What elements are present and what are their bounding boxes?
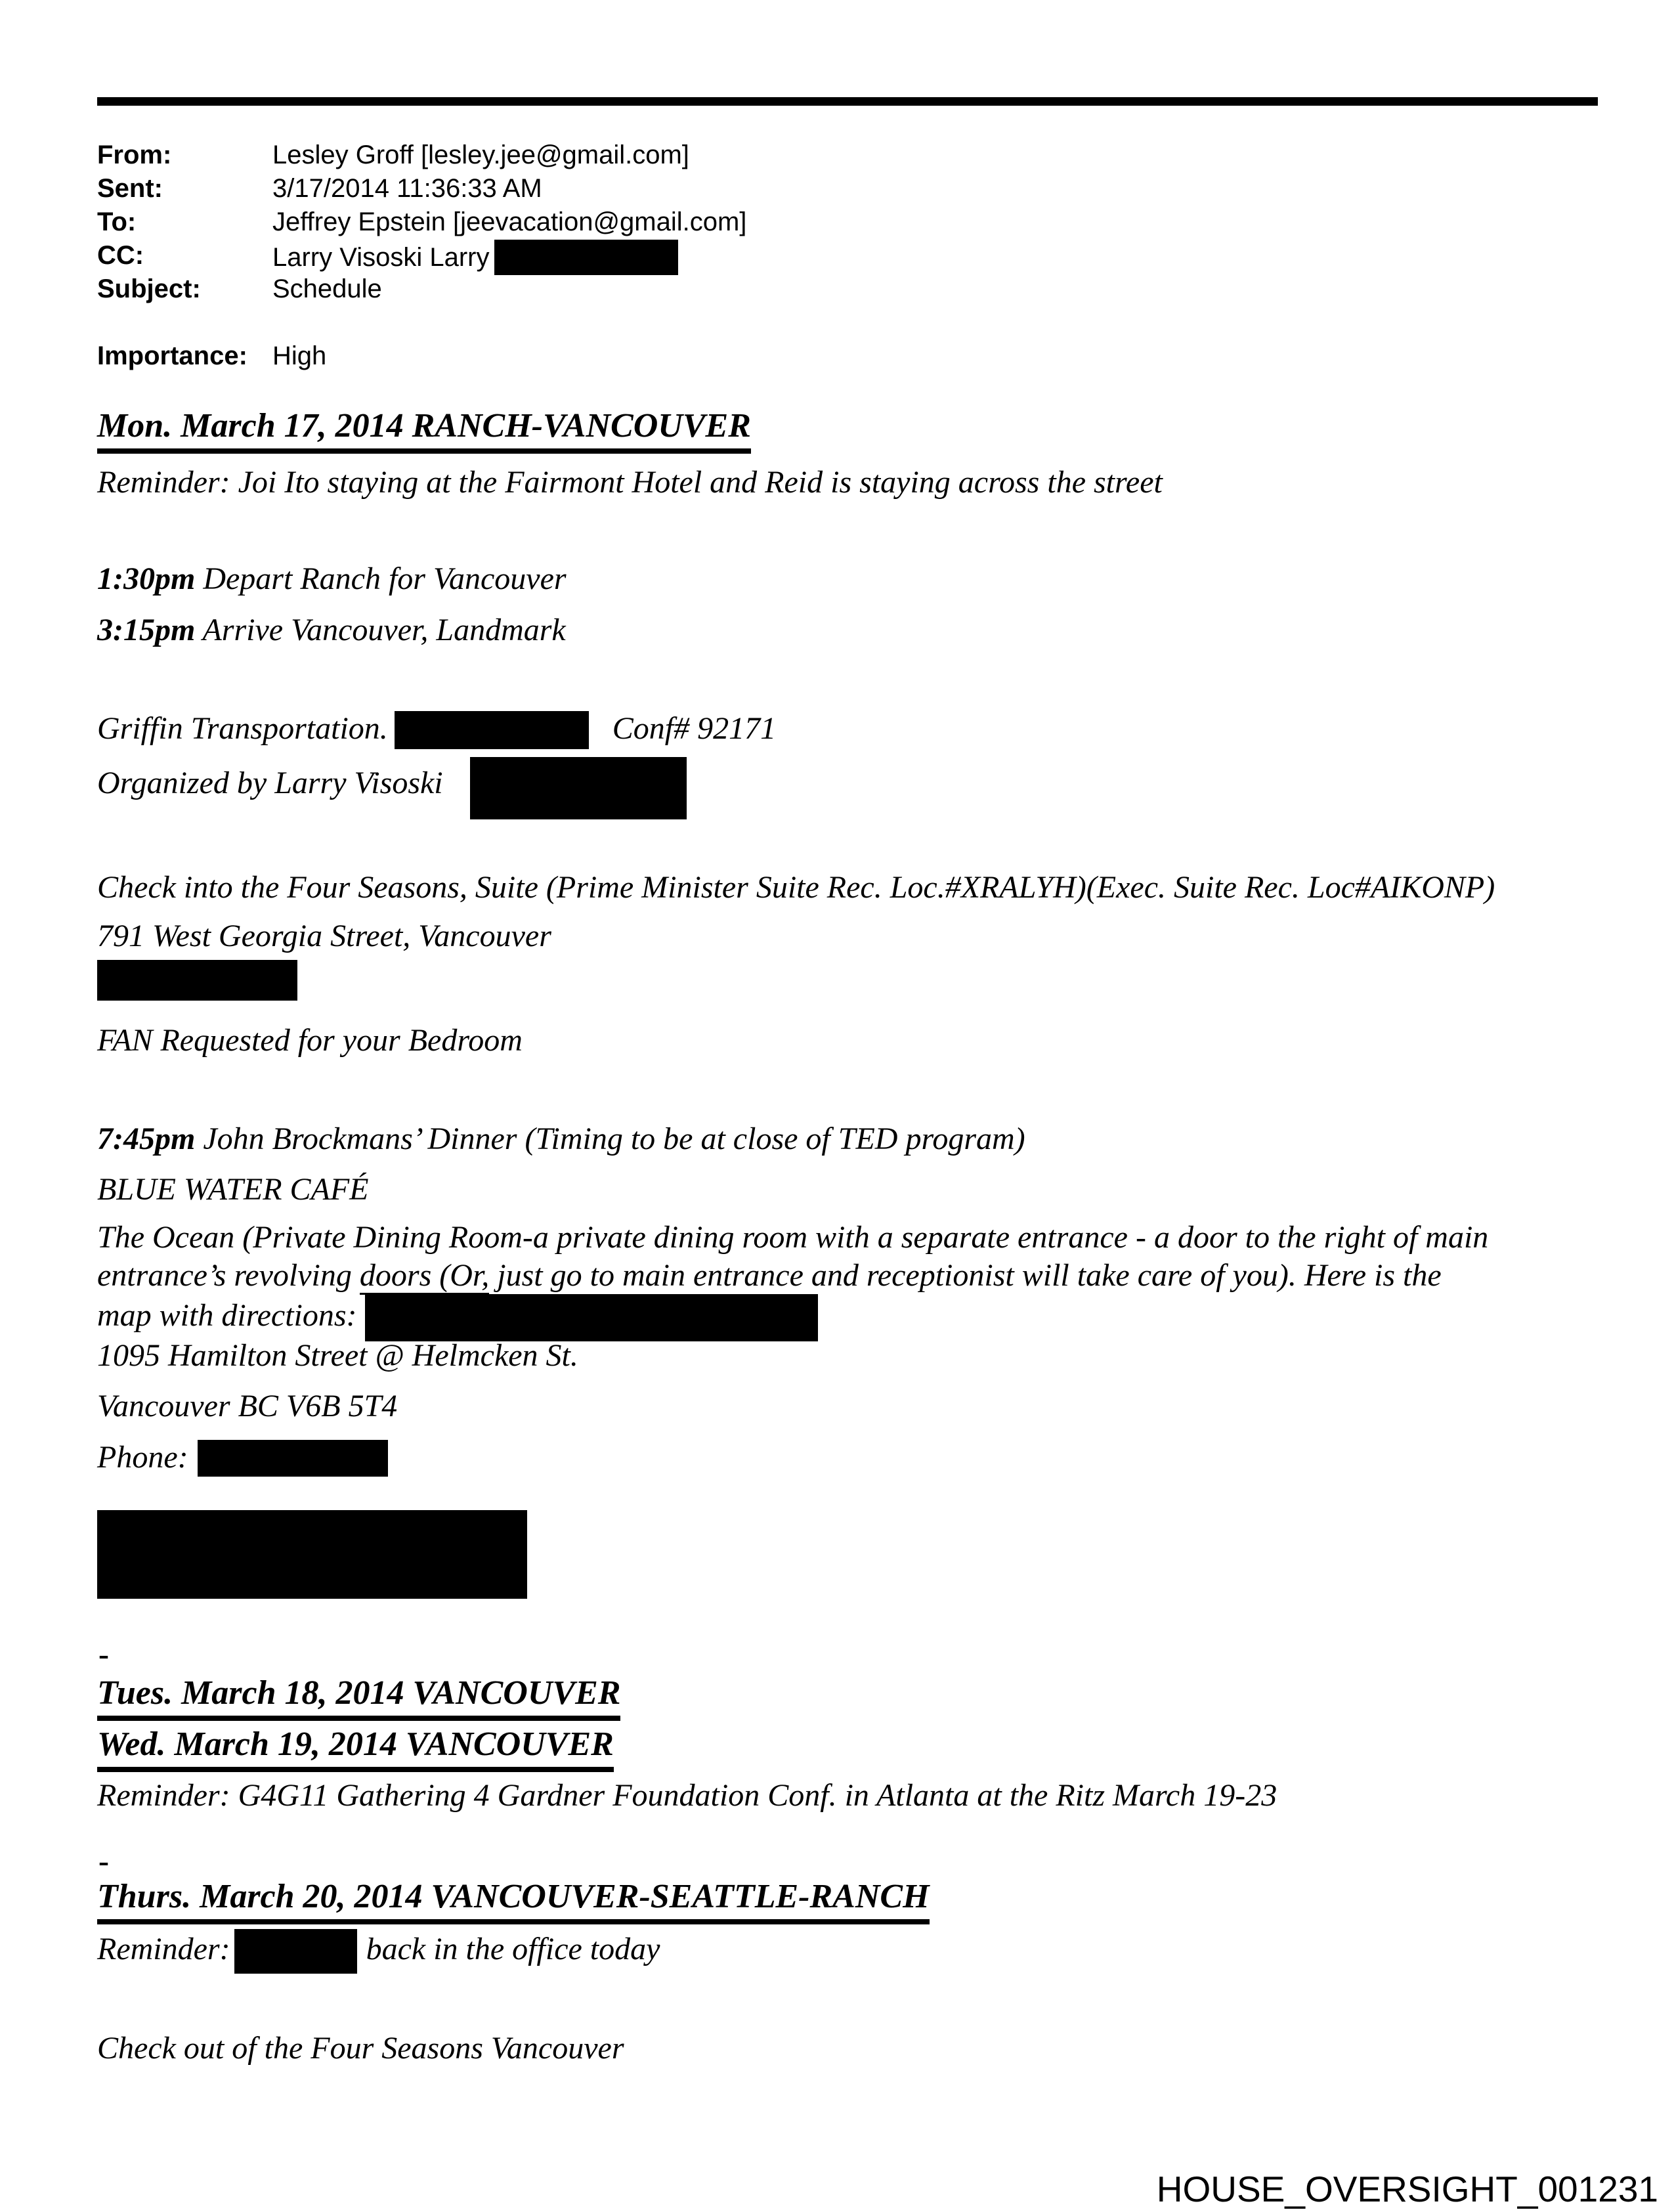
organized-by-text: Organized by Larry Visoski [97,766,443,800]
from-label: From: [97,141,172,169]
thursday-reminder [97,1929,660,1974]
monday-heading [97,407,751,454]
confirmation-number: Conf# 92171 [612,711,777,746]
dinner-time: 7:45pm [97,1121,196,1156]
redaction-bar-phone [198,1440,388,1477]
dinner-city-line: Vancouver BC V6B 5T4 [97,1389,398,1423]
monday-reminder: Reminder: Joi Ito staying at the Fairmont Hotel and Reid is staying across the street [97,465,1163,500]
thursday-reminder-text: back in the office today [366,1932,660,1966]
transport-text: Griffin Transportation. [97,711,388,746]
cc-value [272,240,678,275]
importance-value: High [272,341,327,370]
dinner-street-line: 1095 Hamilton Street @ Helmcken St. [97,1338,578,1373]
arrive-text: Arrive Vancouver, Landmark [202,613,566,647]
redaction-bar-large-block [97,1510,527,1599]
organized-by-line [97,764,443,803]
dinner-text: John Brockmans’ Dinner (Timing to be at close of TED program) [203,1121,1025,1156]
phone-label: Phone: [97,1440,188,1475]
venue-line: BLUE WATER CAFÉ [97,1172,369,1207]
tuesday-heading [97,1674,620,1721]
wednesday-heading-text: Wed. March 19, 2014 VANCOUVER [97,1725,614,1772]
dinner-line [97,1119,1025,1159]
depart-time: 1:30pm [97,561,196,596]
redaction-bar-organized [470,757,687,819]
redaction-bar-cc [494,240,678,275]
fan-note-line: FAN Requested for your Bedroom [97,1023,523,1058]
redaction-bar-thursday [234,1929,357,1974]
ocean-paragraph-line3 [97,1294,818,1341]
header-divider-rule [97,97,1598,106]
divider-dash-1: - [98,1637,109,1672]
from-value: Lesley Groff [lesley.jee@gmail.com] [272,141,689,169]
depart-text: Depart Ranch for Vancouver [203,561,567,596]
sent-label: Sent: [97,174,163,203]
schedule-item-depart [97,559,567,599]
importance-label: Importance: [97,341,247,370]
ocean-line2-pre: entrance’s revolving [97,1258,352,1293]
redaction-bar-map [365,1294,818,1341]
schedule-item-arrive [97,611,566,650]
to-label: To: [97,207,137,236]
thursday-reminder-label: Reminder: [97,1932,230,1966]
wednesday-reminder: Reminder: G4G11 Gathering 4 Gardner Foundation Conf. in Atlanta at the Ritz March 19-23 [97,1778,1277,1813]
arrive-time: 3:15pm [97,613,196,647]
ocean-paragraph-line1: The Ocean (Private Dining Room-a private dining room with a separate entrance - a door to the right of main [97,1220,1489,1255]
cc-label: CC: [97,241,144,270]
hotel-address-line: 791 West Georgia Street, Vancouver [97,919,551,953]
redaction-bar-block [97,960,297,1001]
redaction-bar-transport [395,711,589,749]
cc-value-text: Larry Visoski Larry [272,243,490,272]
check-in-line: Check into the Four Seasons, Suite (Prime Minister Suite Rec. Loc.#XRALYH)(Exec. Suite Rec. Loc#AIKONP) [97,870,1495,905]
sent-value: 3/17/2014 11:36:33 AM [272,174,542,203]
transport-line [97,709,776,749]
wednesday-heading [97,1725,614,1772]
tuesday-heading-text: Tues. March 18, 2014 VANCOUVER [97,1674,620,1721]
document-id-stamp: HOUSE_OVERSIGHT_001231 [1156,2169,1658,2209]
subject-label: Subject: [97,274,201,303]
divider-dash-2: - [98,1844,109,1878]
phone-line [97,1438,388,1477]
subject-value: Schedule [272,274,382,303]
thursday-heading-text: Thurs. March 20, 2014 VANCOUVER-SEATTLE-RANCH [97,1878,930,1924]
monday-heading-text: Mon. March 17, 2014 RANCH-VANCOUVER [97,407,751,454]
ocean-paragraph-line2 [97,1257,1442,1295]
map-directions-text: map with directions: [97,1298,357,1333]
ocean-line2-post: just go to main entrance and receptionist will take care of you). Here is the [497,1258,1442,1293]
thursday-heading [97,1878,930,1924]
to-value: Jeffrey Epstein [jeevacation@gmail.com] [272,207,747,236]
checkout-line: Check out of the Four Seasons Vancouver [97,2031,624,2066]
ocean-line2-underlined: doors (Or, [360,1258,489,1295]
